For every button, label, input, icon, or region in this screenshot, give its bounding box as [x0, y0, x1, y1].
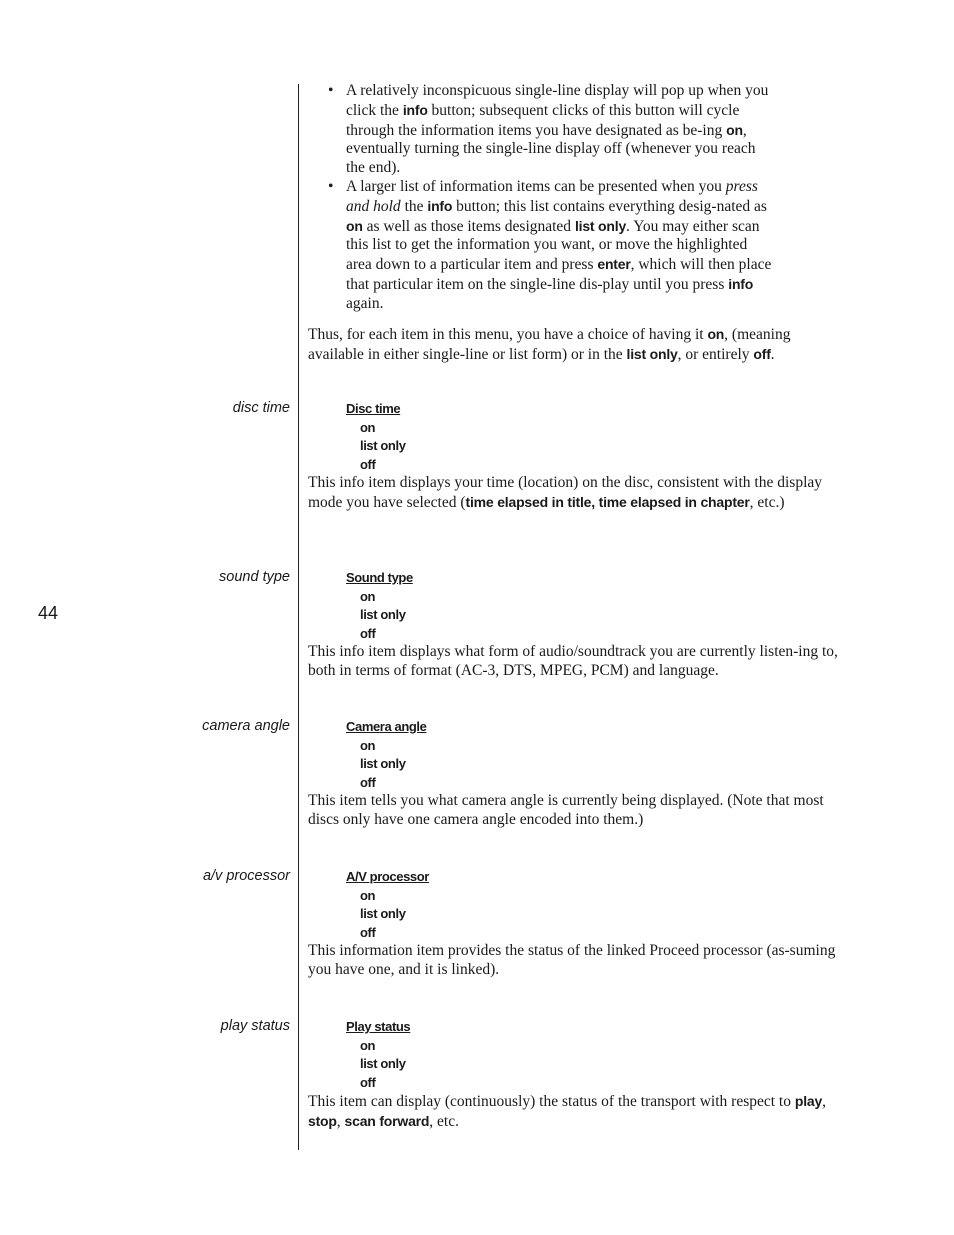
menu-option-on: on	[360, 588, 376, 604]
bullet-item-list: • A larger list of information items can be presented when you press and hold the info button; this list contains everything desig-nated as on as well as those items designated list only. You may either scan this list to get the information you want, or move the highlighted area down to a particular item and press enter, which will then place that particular item on the single-line dis-play until you press info again.	[328, 177, 772, 312]
menu-option-off: off	[360, 925, 376, 941]
menu-title: Sound type	[346, 570, 413, 585]
key-enter: enter	[597, 256, 631, 273]
menu-option-off: off	[360, 775, 376, 791]
menu-box	[346, 868, 429, 943]
menu-title: Disc time	[346, 401, 401, 416]
menu-title: Play status	[346, 1019, 411, 1034]
menu-title: Camera angle	[346, 719, 427, 734]
section-description: This item can display (continuously) the status of the transport with respect to play, stop, scan forward, etc.	[308, 1093, 826, 1130]
menu-option-off: off	[360, 626, 376, 642]
menu-title: A/V processor	[346, 869, 429, 884]
key-scan-forward: scan forward	[344, 1112, 430, 1129]
intro-summary: Thus, for each item in this menu, you have a choice of having it on, (meaning available in either single-line or list form) or in the list only, or entirely off.	[308, 326, 791, 363]
section-description: This info item displays what form of audio/soundtrack you are currently listen-ing to, both in terms of format (AC-3, DTS, MPEG, PCM) and language.	[308, 643, 838, 679]
bullet-list	[308, 82, 848, 314]
menu-box	[346, 400, 406, 475]
menu-option-off: off	[360, 457, 376, 473]
menu-option-off: off	[360, 1075, 376, 1091]
side-label: camera angle	[202, 718, 290, 734]
menu-box	[346, 718, 426, 793]
section-description: This item tells you what camera angle is currently being displayed. (Note that most discs only have one camera angle encoded into them.)	[308, 792, 824, 828]
section-description: This information item provides the status of the linked Proceed processor (as-suming you have one, and it is linked).	[308, 942, 836, 978]
margin-rule	[298, 84, 299, 1150]
menu-option-on: on	[360, 419, 376, 435]
menu-option-list-only: list only	[360, 1056, 406, 1072]
intro-bullets	[308, 82, 848, 314]
menu-box	[346, 569, 413, 644]
key-time-elapsed: time elapsed in title, time elapsed in chapter	[465, 493, 750, 510]
menu-option-list-only: list only	[360, 756, 406, 772]
section-description: This info item displays your time (location) on the disc, consistent with the display mode you have selected (time elapsed in title, time elapsed in chapter, etc.)	[308, 474, 823, 511]
key-play: play	[794, 1093, 823, 1109]
menu-option-list-only: list only	[360, 906, 406, 922]
side-label: sound type	[219, 569, 290, 585]
key-on: on	[707, 326, 725, 342]
bullet-item-single-line: • A relatively inconspicuous single-line display will pop up when you click the info button; subsequent clicks of this button will cycle through the information items you have designated as be-ing on, eventually turning the single-line display off (whenever you reach the end).	[328, 82, 769, 177]
bullet-icon: •	[328, 82, 334, 99]
key-on: on	[346, 217, 363, 234]
key-list-only: list only	[626, 345, 678, 362]
menu-option-list-only: list only	[360, 438, 406, 454]
page-number: 44	[38, 603, 59, 623]
side-label: play status	[220, 1018, 290, 1034]
bullet-icon: •	[328, 177, 334, 195]
key-info: info	[728, 275, 754, 292]
menu-box	[346, 1018, 410, 1093]
menu-option-on: on	[360, 1037, 376, 1053]
key-on: on	[726, 121, 743, 138]
side-label: a/v processor	[202, 868, 290, 884]
key-list-only: list only	[574, 217, 627, 234]
emphasis-press-hold: press and hold	[346, 177, 758, 215]
key-info: info	[427, 197, 453, 214]
side-label: disc time	[232, 400, 290, 416]
key-stop: stop	[308, 1112, 337, 1129]
menu-option-on: on	[360, 737, 376, 753]
menu-option-on: on	[360, 887, 376, 903]
menu-option-list-only: list only	[360, 607, 406, 623]
key-info: info	[402, 101, 428, 118]
key-off: off	[753, 345, 771, 362]
